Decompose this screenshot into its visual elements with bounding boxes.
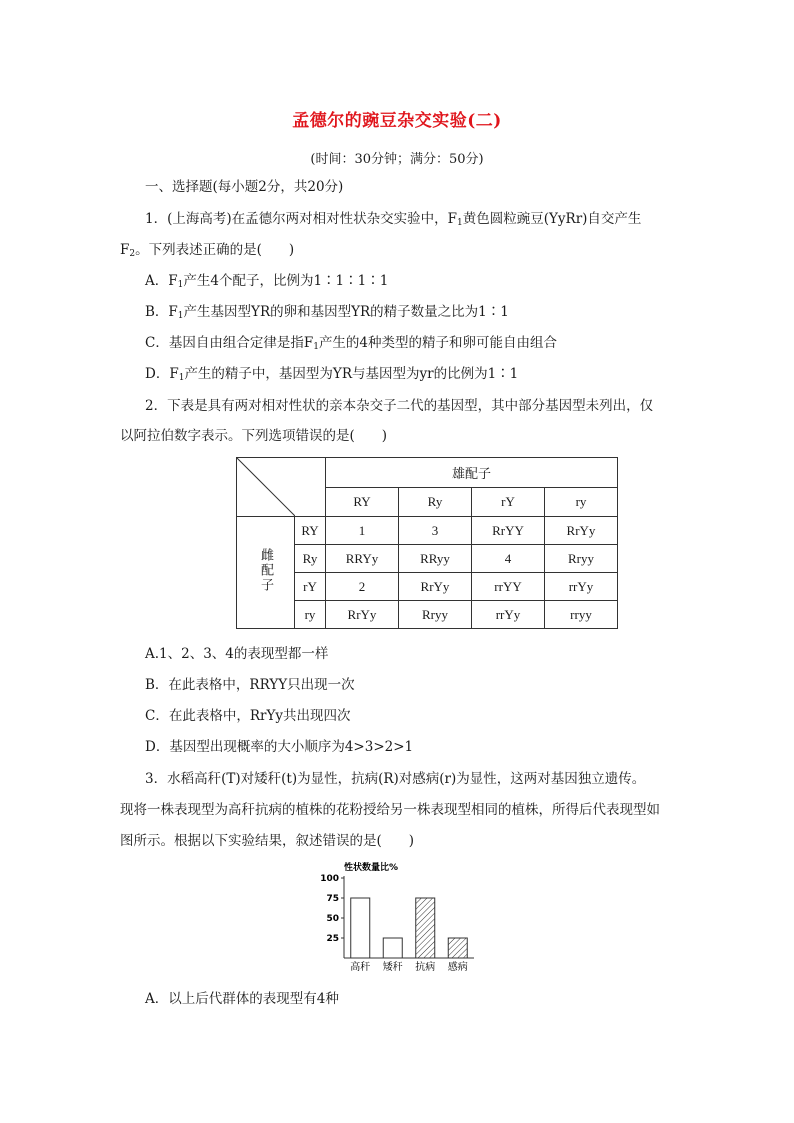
y-tick-label: 75 [326, 894, 339, 904]
q1-option-b[interactable]: B．$F_1$产生基因型YR的卵和基因型YR的精子数量之比为1∶1 [145, 304, 509, 321]
table-cell: Rryy [399, 601, 472, 629]
q1-option-c[interactable]: C．基因自由组合定律是指$F_1$产生的4种类型的精子和卵可能自由组合 [145, 335, 558, 352]
table-cell: RRYy [326, 545, 399, 573]
q2-option-a[interactable]: A.1、2、3、4的表现型都一样 [145, 646, 329, 662]
q1-option-a[interactable]: A．$F_1$产生4个配子，比例为1∶1∶1∶1 [145, 273, 389, 290]
table-cell: rrYY [472, 573, 545, 601]
row-header: RY [295, 517, 326, 545]
table-cell: 3 [399, 517, 472, 545]
y-tick-label: 25 [326, 934, 339, 944]
row-header: Ry [295, 545, 326, 573]
trait-ratio-bar-chart [314, 858, 484, 978]
q1-stem-line1: 1．(上海高考)在孟德尔两对相对性状杂交实验中，$F_1$黄色圆粒豌豆(YyRr)自交产生 [145, 211, 642, 228]
genotype-table [236, 457, 618, 629]
table-cell: 1 [326, 517, 399, 545]
table-cell: RrYy [399, 573, 472, 601]
x-category-label: 高秆 [350, 962, 371, 973]
table-cell: RrYy [545, 517, 618, 545]
q2-option-c[interactable]: C．在此表格中，RrYy共出现四次 [145, 708, 351, 724]
col-header: RY [326, 487, 399, 517]
x-category-label: 感病 [447, 962, 468, 973]
q2-option-d[interactable]: D．基因型出现概率的大小顺序为4>3>2>1 [145, 739, 414, 755]
x-category-label: 抗病 [415, 962, 436, 973]
q3-option-a[interactable]: A．以上后代群体的表现型有4种 [145, 991, 339, 1007]
q2-option-b[interactable]: B．在此表格中，RRYY只出现一次 [145, 677, 355, 693]
q3-stem-line3: 图所示。根据以下实验结果，叙述错误的是( ) [120, 833, 415, 849]
col-header: Ry [399, 487, 472, 517]
col-header: ry [545, 487, 618, 517]
q2-stem-line2: 以阿拉伯数字表示。下列选项错误的是( ) [120, 428, 388, 444]
bar-1 [351, 898, 370, 958]
table-corner-cell [237, 458, 326, 517]
col-header: rY [472, 487, 545, 517]
table-cell: RrYy [326, 601, 399, 629]
q2-stem-line1: 2．下表是具有两对相对性状的亲本杂交子二代的基因型，其中部分基因型未列出，仅 [145, 398, 654, 414]
bar-4 [448, 938, 467, 958]
q1-stem-line2: $F_2$。下列表述正确的是( ) [120, 242, 295, 259]
diagonal-divider [237, 458, 295, 516]
q3-stem-line2: 现将一株表现型为高秆抗病的植株的花粉授给另一株表现型相同的植株，所得后代表现型如 [120, 802, 660, 818]
female-gamete-header: 雌配子 [237, 517, 295, 629]
section-heading: 一、选择题(每小题2分，共20分) [145, 179, 344, 195]
page-title: 孟德尔的豌豆杂交实验(二) [292, 111, 502, 131]
bar-3 [416, 898, 435, 958]
y-tick-label: 50 [326, 914, 339, 924]
chart-title: 性状数量比% [344, 863, 399, 873]
q1-option-d[interactable]: D．$F_1$产生的精子中，基因型为YR与基因型为yr的比例为1∶1 [145, 366, 519, 383]
table-cell: rrYy [545, 573, 618, 601]
table-cell: rrYy [472, 601, 545, 629]
time-score-info: (时间：30分钟；满分：50分) [310, 152, 484, 167]
y-tick-label: 100 [320, 874, 339, 884]
table-cell: RrYY [472, 517, 545, 545]
row-header: rY [295, 573, 326, 601]
x-category-label: 矮秆 [382, 962, 403, 973]
q3-stem-line1: 3．水稻高秆(T)对矮秆(t)为显性，抗病(R)对感病(r)为显性，这两对基因独立遗传。 [145, 771, 646, 787]
male-gamete-header: 雄配子 [326, 458, 618, 488]
bar-2 [383, 938, 402, 958]
table-cell: RRyy [399, 545, 472, 573]
row-header: ry [295, 601, 326, 629]
table-cell: Rryy [545, 545, 618, 573]
table-cell: 2 [326, 573, 399, 601]
table-cell: rryy [545, 601, 618, 629]
table-cell: 4 [472, 545, 545, 573]
